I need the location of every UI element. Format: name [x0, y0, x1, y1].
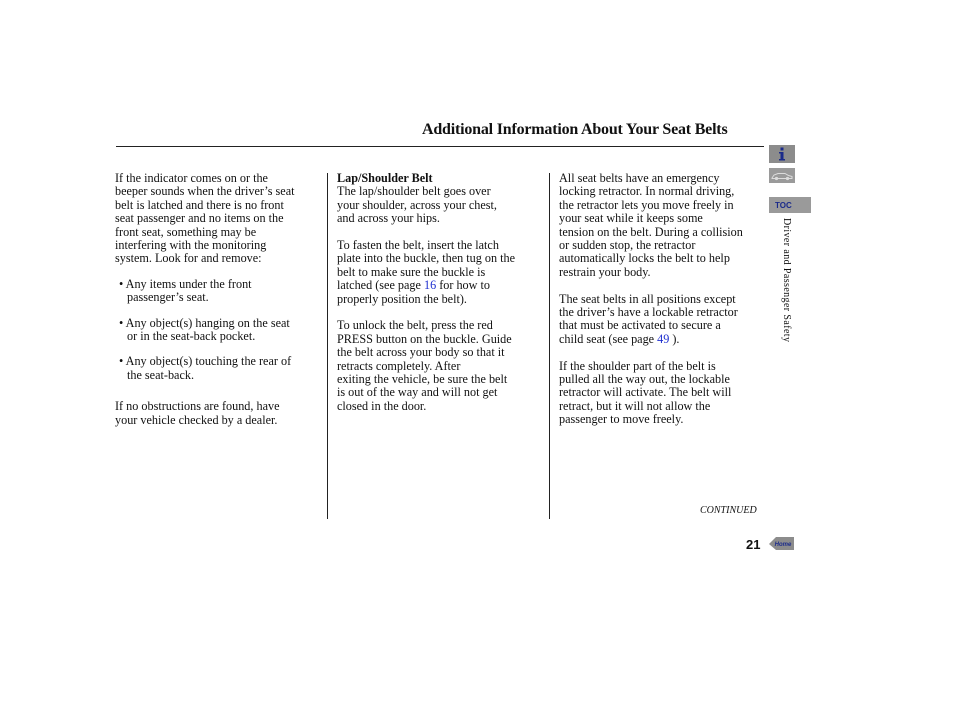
list-item: [115, 355, 323, 382]
title-rule: [116, 146, 764, 147]
info-button[interactable]: [769, 145, 795, 163]
text-line: To unlock the belt, press the red: [337, 318, 493, 333]
text-line: PRESS button on the buckle. Guide: [337, 331, 512, 346]
continued-label: CONTINUED: [700, 505, 757, 516]
text-line: that must be activated to secure a: [559, 318, 721, 333]
home-button[interactable]: [768, 536, 795, 551]
home-icon: [768, 536, 795, 551]
text-line: the driver’s have a lockable retractor: [559, 305, 738, 320]
car-icon: [769, 168, 795, 183]
text-line: closed in the door.: [337, 398, 427, 413]
text-line: or sudden stop, the retractor: [559, 238, 696, 253]
text-line: exiting the vehicle, be sure the belt: [337, 372, 508, 387]
page-link[interactable]: 49: [657, 331, 670, 346]
text-line: automatically locks the belt to help: [559, 251, 730, 266]
text-line: your seat while it keeps some: [559, 211, 703, 226]
text-line: • Any object(s) hanging on the seat: [119, 315, 290, 330]
text-line: seat passenger and no items on the: [115, 211, 284, 226]
text-line: restrain your body.: [559, 264, 651, 279]
section-label: Driver and Passenger Safety: [781, 218, 792, 343]
text-fragment: latched (see page: [337, 278, 424, 293]
text-line: [337, 279, 545, 292]
text-line: properly position the belt).: [337, 291, 467, 306]
text-fragment: ).: [669, 331, 680, 346]
text-fragment: child seat (see page: [559, 331, 658, 346]
list-item: [115, 278, 323, 305]
text-fragment: for how to: [436, 278, 490, 293]
text-line: front seat, something may be: [115, 224, 257, 239]
info-icon: [777, 147, 787, 161]
toc-button[interactable]: [769, 197, 811, 213]
text-line: is out of the way and will not get: [337, 385, 498, 400]
text-line: • Any items under the front: [119, 276, 252, 291]
text-line: your shoulder, across your chest,: [337, 197, 497, 212]
page-link[interactable]: 16: [423, 278, 437, 293]
vehicle-index-button[interactable]: [769, 168, 795, 183]
text-line: the belt across your body so that it: [337, 345, 505, 360]
home-label: Home: [774, 542, 792, 548]
text-line: If the indicator comes on or the: [115, 171, 268, 185]
text-line: [559, 333, 767, 346]
text-line: or in the seat-back pocket.: [127, 329, 256, 344]
column-divider: [327, 173, 328, 519]
page-title: Additional Information About Your Seat Belts: [422, 121, 728, 138]
text-line: The lap/shoulder belt goes over: [337, 184, 491, 199]
page-number: 21: [746, 537, 761, 552]
section-heading: Lap/Shoulder Belt: [337, 171, 433, 185]
text-line: belt to make sure the buckle is: [337, 264, 486, 279]
text-line: passenger’s seat.: [127, 290, 209, 305]
text-line: To fasten the belt, insert the latch: [337, 238, 499, 253]
text-line: and across your hips.: [337, 211, 440, 226]
column-2: [337, 172, 545, 413]
text-line: beeper sounds when the driver’s seat: [115, 184, 295, 199]
column-divider: [549, 173, 550, 519]
text-line: plate into the buckle, then tug on the: [337, 251, 516, 266]
text-line: tension on the belt. During a collision: [559, 224, 743, 239]
text-line: your vehicle checked by a dealer.: [115, 412, 278, 427]
text-line: system. Look for and remove:: [115, 251, 262, 266]
list-item: [115, 317, 323, 344]
text-line: retracts completely. After: [337, 358, 461, 373]
text-line: retract, but it will not allow the: [559, 398, 711, 413]
text-line: If the shoulder part of the belt is: [559, 358, 716, 373]
text-line: interfering with the monitoring: [115, 238, 267, 253]
text-line: The seat belts in all positions except: [559, 291, 736, 306]
toc-label: TOC: [775, 200, 792, 210]
text-line: • Any object(s) touching the rear of: [119, 354, 292, 369]
column-3: [559, 172, 767, 427]
text-line: pulled all the way out, the lockable: [559, 372, 730, 387]
text-line: retractor will activate. The belt will: [559, 385, 732, 400]
text-line: belt is latched and there is no front: [115, 197, 284, 212]
text-line: locking retractor. In normal driving,: [559, 184, 735, 199]
text-line: the retractor lets you move freely in: [559, 197, 734, 212]
column-1: [115, 172, 323, 427]
text-line: If no obstructions are found, have: [115, 399, 280, 414]
text-line: passenger to move freely.: [559, 412, 684, 427]
text-line: All seat belts have an emergency: [559, 171, 720, 185]
text-line: the seat-back.: [127, 367, 194, 382]
